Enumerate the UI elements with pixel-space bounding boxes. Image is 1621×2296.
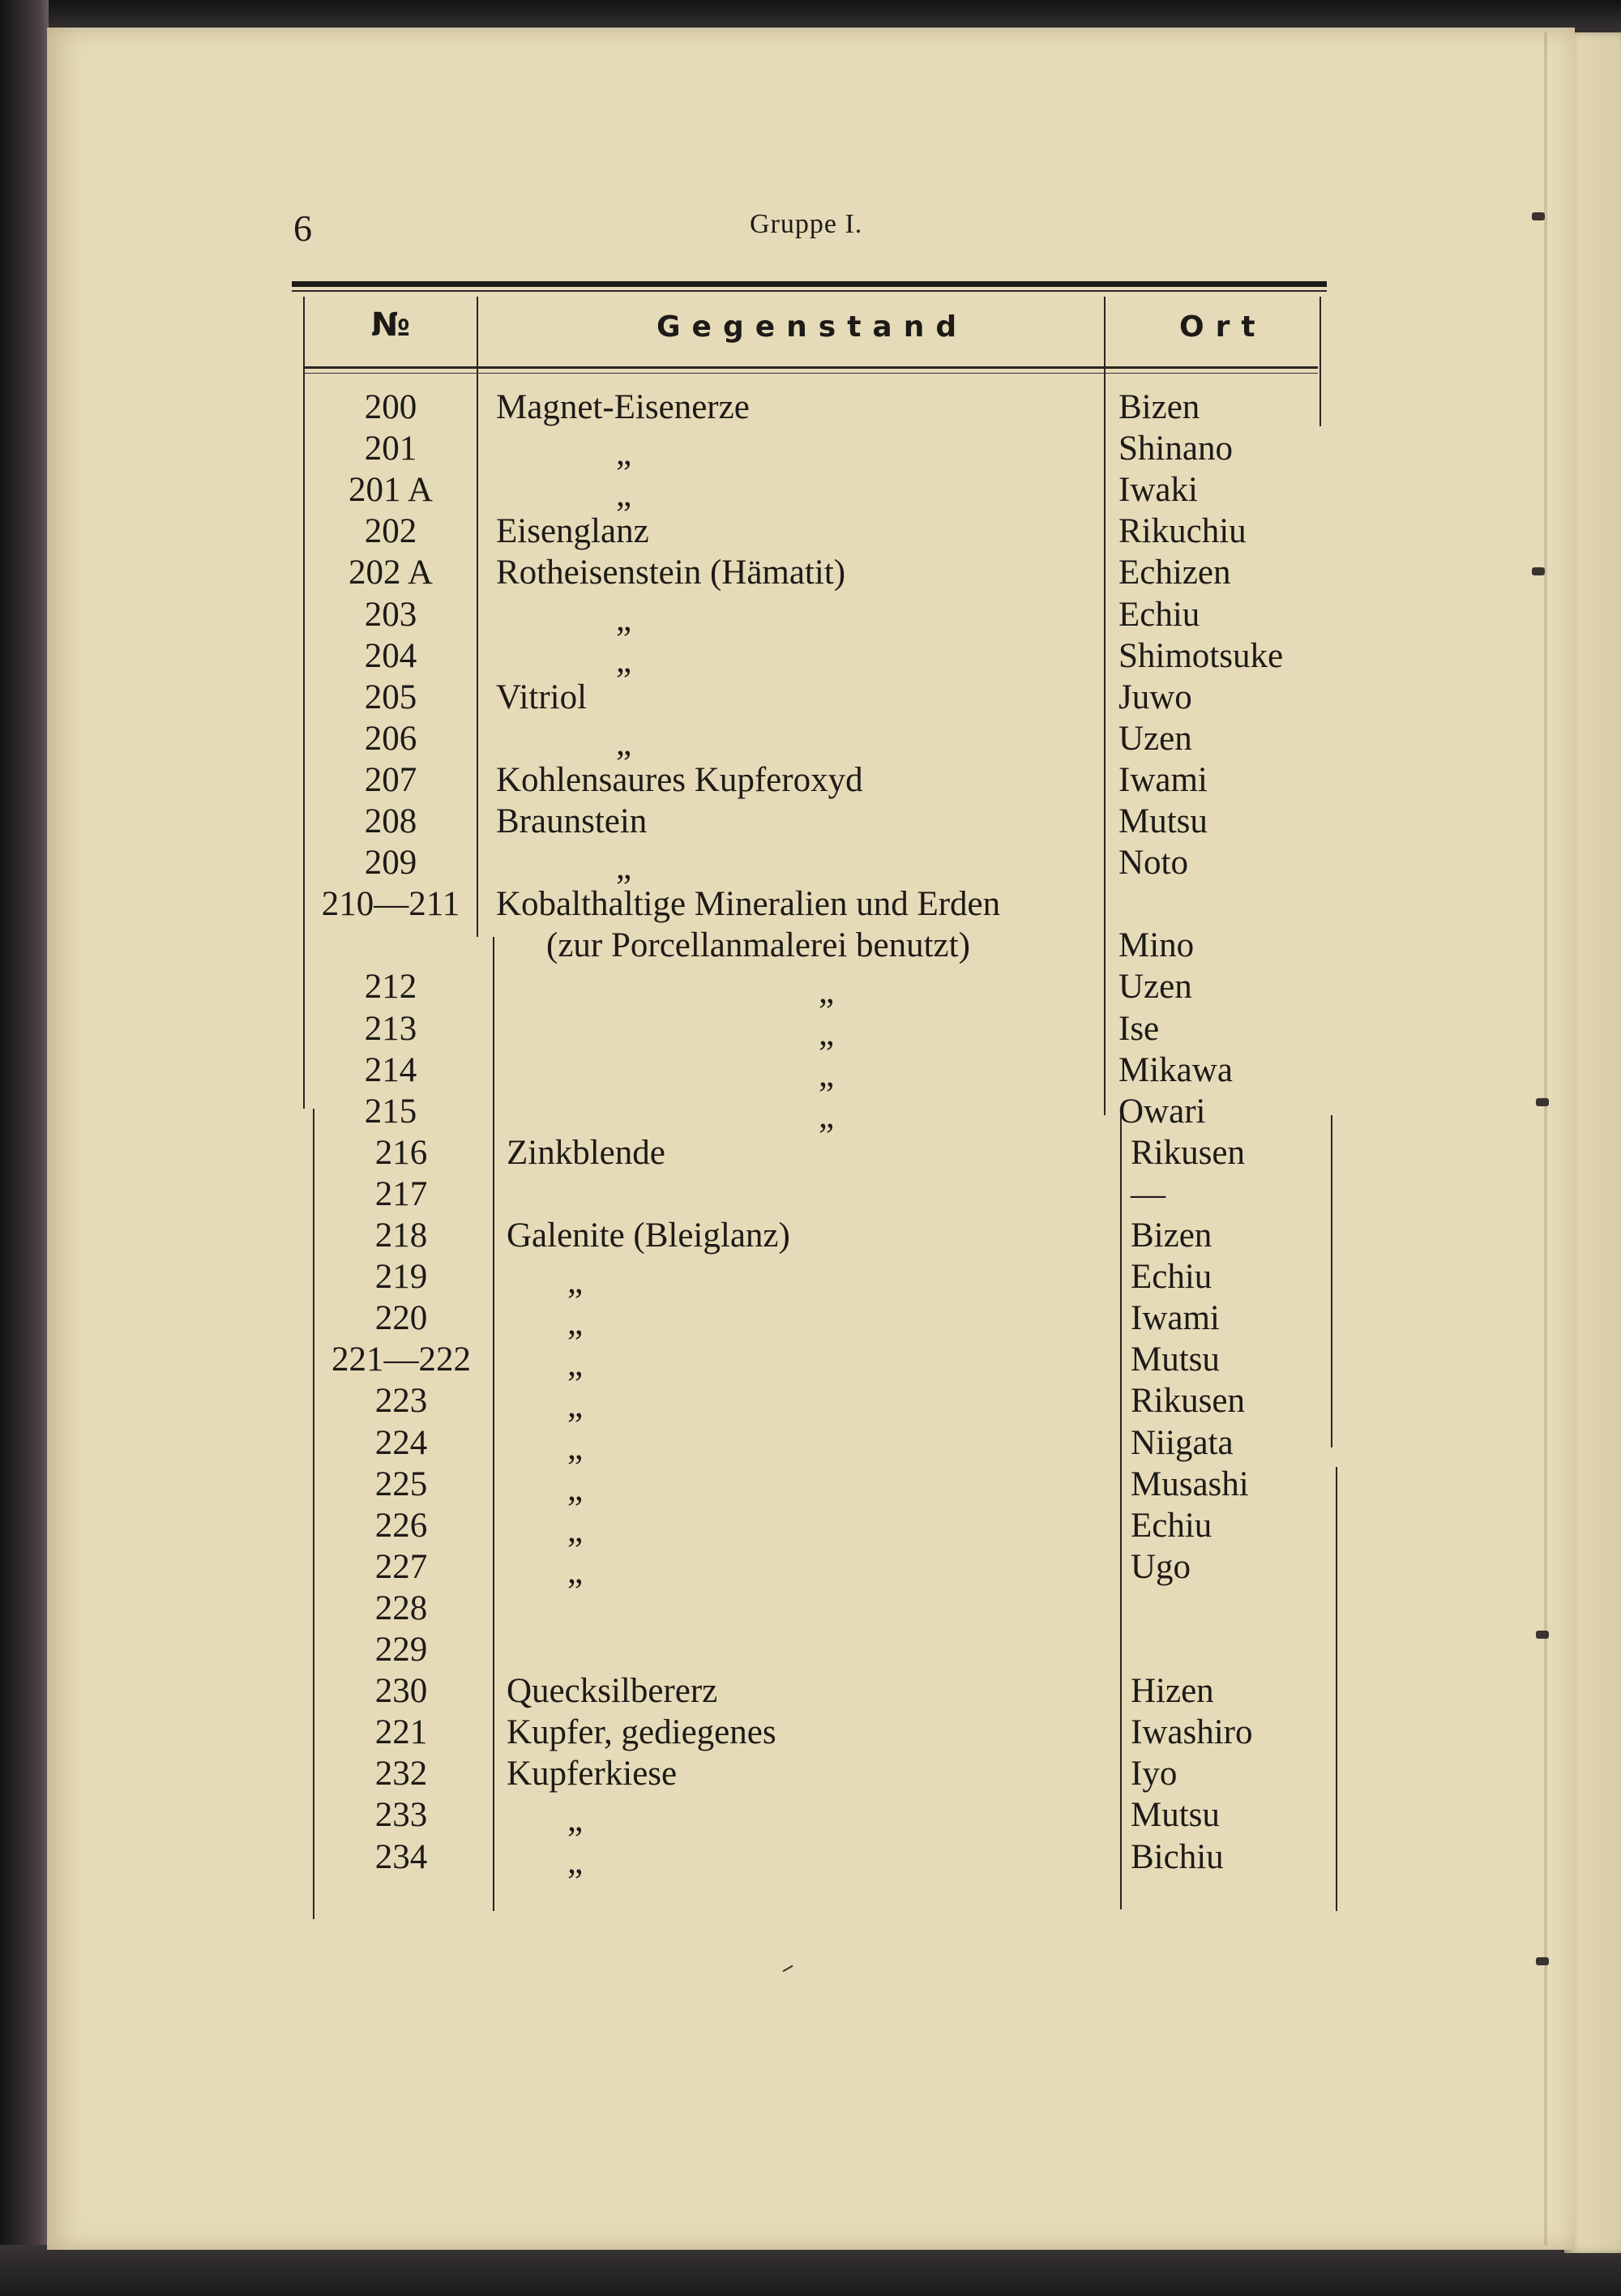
row-object: Galenite (Bleiglanz) [507,1216,790,1255]
row-place: Musashi [1131,1465,1249,1503]
book-cover-bottom-edge [0,2245,1621,2296]
row-object: Magnet-Eisenerze [496,388,750,426]
row-place: Shinano [1118,430,1233,468]
header-bottom-rule-thin [305,373,1318,374]
row-place: Bichiu [1131,1838,1224,1876]
ditto-mark: „ [819,1015,835,1053]
row-object: Kupferkiese [507,1755,678,1793]
column-header-place: Ort [1179,310,1267,344]
row-place: Iwami [1118,761,1208,799]
row-place: Bizen [1131,1216,1213,1255]
row-place: Echiu [1131,1258,1213,1296]
ditto-mark: „ [616,642,632,680]
row-place: Owari [1118,1092,1206,1131]
row-number: 218 [374,1216,428,1255]
row-place: Niigata [1131,1424,1234,1462]
row-number: 215 [364,1092,417,1131]
row-number: 217 [374,1175,428,1213]
column-header-number: № [371,306,411,344]
ditto-mark: „ [616,725,632,763]
row-number: 202 [364,512,417,550]
row-number: 224 [374,1424,428,1462]
row-place: Mutsu [1118,802,1208,840]
table-right-border-mid [1331,1115,1332,1447]
row-place: Iwaki [1118,471,1198,509]
row-number: 212 [364,968,417,1006]
row-object: (zur Porcellanmalerei benutzt) [546,926,970,964]
row-object: Kobalthaltige Mineralien und Erden [496,885,1001,923]
row-object: Zinkblende [507,1134,665,1172]
row-place: Juwo [1118,678,1192,716]
row-number: 229 [374,1631,428,1669]
row-number: 225 [374,1465,428,1503]
row-place: Mutsu [1131,1340,1220,1379]
binding-clip-icon [1536,1098,1549,1106]
ditto-mark: „ [819,973,835,1011]
table-top-rule-thin [292,290,1327,292]
row-place: Noto [1118,844,1188,882]
binding-clip-icon [1536,1631,1549,1639]
header-bottom-rule [305,366,1318,369]
row-number: 204 [364,637,417,675]
row-number: 234 [374,1838,428,1876]
ditto-mark: „ [567,1511,584,1550]
binding-clip-icon [1532,567,1545,575]
row-number: 206 [364,720,417,758]
ditto-mark: „ [567,1843,584,1881]
row-place: Bizen [1118,388,1200,426]
row-object: Kohlensaures Kupferoxyd [496,761,863,799]
row-number: 233 [374,1796,428,1834]
ditto-mark: „ [819,1097,835,1135]
row-object: Eisenglanz [496,512,649,550]
row-number: 200 [364,388,417,426]
row-object: Rotheisenstein (Hämatit) [496,554,846,592]
row-place: Echiu [1131,1507,1213,1545]
row-place: Iyo [1131,1755,1178,1793]
row-place: Iwashiro [1131,1713,1253,1751]
row-place: Iwami [1131,1299,1220,1337]
row-place: Hizen [1131,1672,1214,1710]
row-object: Quecksilbererz [507,1672,718,1710]
ditto-mark: „ [567,1429,584,1467]
column-header-object: Gegenstand [657,310,969,344]
table-top-rule [292,281,1327,287]
row-number: 208 [364,802,417,840]
row-number: 223 [374,1382,428,1420]
row-number: 207 [364,761,417,799]
row-place: Rikusen [1131,1134,1245,1172]
row-number: 210—211 [321,885,460,923]
row-number: 232 [374,1755,428,1793]
ditto-mark: „ [567,1345,584,1383]
ditto-mark: „ [567,1470,584,1508]
column-divider-object-lower [1120,1115,1122,1909]
row-number: 227 [374,1548,428,1586]
page-number: 6 [293,207,312,249]
ditto-mark: „ [616,601,632,639]
running-head: Gruppe I. [750,209,863,239]
row-place: Uzen [1118,968,1192,1006]
binding-clip-icon [1532,212,1545,220]
book-cover-left-edge [0,0,49,2296]
row-place: Rikuchiu [1118,512,1247,550]
ditto-mark: „ [567,1387,584,1425]
row-place: — [1131,1175,1165,1213]
row-place: Mino [1118,926,1195,964]
table-right-border-lower [1336,1467,1337,1911]
row-number: 201 A [349,471,433,509]
row-object: Kupfer, gediegenes [507,1713,776,1751]
row-number: 221—222 [331,1340,471,1379]
row-place: Shimotsuke [1118,637,1284,675]
row-number: 226 [374,1507,428,1545]
page-fold-shadow [1544,32,1547,2245]
row-place: Echiu [1118,596,1200,634]
row-object: Braunstein [496,802,648,840]
ditto-mark: „ [616,434,632,472]
row-number: 228 [374,1589,428,1627]
row-place: Echizen [1118,554,1231,592]
binding-clip-icon [1536,1957,1549,1965]
row-object: Vitriol [496,678,588,716]
ditto-mark: „ [616,849,632,887]
ditto-mark: „ [567,1801,584,1839]
row-number: 201 [364,430,417,468]
row-place: Ise [1118,1010,1160,1048]
row-number: 214 [364,1051,417,1089]
row-number: 202 A [349,554,433,592]
ditto-mark: „ [567,1553,584,1591]
row-number: 219 [374,1258,428,1296]
row-place: Rikusen [1131,1382,1245,1420]
book-page [47,28,1575,2250]
ditto-mark: „ [567,1263,584,1301]
row-number: 216 [374,1134,428,1172]
row-place: Ugo [1131,1548,1191,1586]
row-place: Mutsu [1131,1796,1220,1834]
table-right-border [1319,297,1321,426]
row-number: 220 [374,1299,428,1337]
ditto-mark: „ [819,1056,835,1094]
row-number: 205 [364,678,417,716]
row-place: Mikawa [1118,1051,1233,1089]
column-divider-object [1104,297,1106,1115]
row-number: 209 [364,844,417,882]
ditto-mark: „ [567,1304,584,1342]
row-place: Uzen [1118,720,1192,758]
row-number: 203 [364,596,417,634]
row-number: 230 [374,1672,428,1710]
row-number: 221 [374,1713,428,1751]
row-number: 213 [364,1010,417,1048]
ditto-mark: „ [616,476,632,514]
column-divider-no-lower [493,937,494,1911]
